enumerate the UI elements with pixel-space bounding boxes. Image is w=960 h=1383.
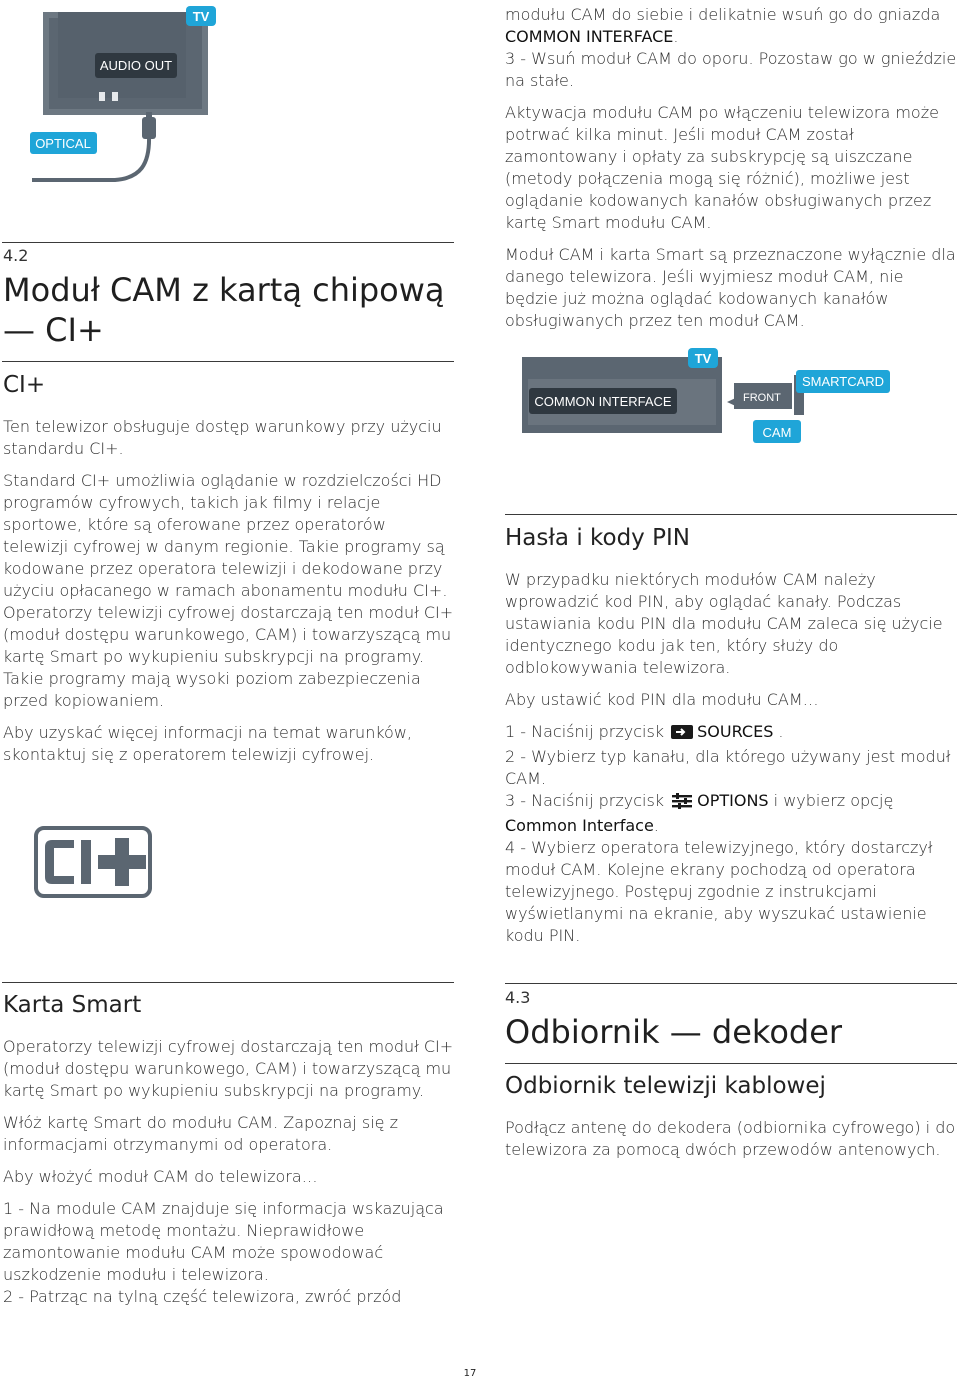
continuation-text-a: modułu CAM do siebie i delikatnie wsuń go do gniazda: [505, 5, 941, 24]
options-icon: [671, 793, 693, 815]
front-label: FRONT: [743, 392, 781, 404]
optical-label: OPTICAL: [35, 136, 91, 151]
hasla-step-4: 4 - Wybierz operatora telewizyjnego, który dostarczył moduł CAM. Kolejne ekrany pochodzą od operatora telewizyjnego. Postępuj zgodnie z instrukcjami wyświetlanymi na ekranie, aby wyszukać ustawienie kodu PIN.: [505, 838, 933, 945]
hasla-section: [505, 523, 957, 947]
section-4-2: [3, 246, 455, 350]
karta-smart-step-1: 1 - Na module CAM znajduje się informacja wskazująca prawidłową metodę montażu. Nieprawidłowe zamontowanie modułu CAM może spowodować uszkodzenie modułu i telewizora.: [3, 1199, 444, 1284]
karta-smart-paragraph-3: Aby włożyć moduł CAM do telewizora…: [3, 1167, 318, 1186]
section-4-3-rule: [505, 983, 957, 984]
sources-icon: [671, 724, 693, 746]
section-4-3: [505, 988, 957, 1052]
continuation-text-b: .: [673, 27, 679, 46]
ci-plus-paragraph-4: Aby uzyskać więcej informacji na temat warunków, skontaktuj się z operatorem telewizji cyfrowej.: [3, 723, 412, 764]
common-interface-slot-name: COMMON INTERFACE: [505, 27, 674, 46]
cam-diagram: [520, 345, 900, 450]
hasla-step-3-a: 3 - Naciśnij przycisk: [505, 791, 670, 810]
karta-smart-section: [3, 990, 455, 1308]
hasla-heading: Hasła i kody PIN: [505, 525, 690, 551]
options-key-label: OPTIONS: [697, 791, 769, 810]
karta-smart-rule: [2, 982, 454, 983]
karta-smart-paragraph-2: Włóż kartę Smart do modułu CAM. Zapoznaj się z informacjami otrzymanymi od operatora.: [3, 1113, 398, 1154]
hasla-paragraph-1: W przypadku niektórych modułów CAM należy wprowadzić kod PIN, aby oglądać kanały. Podczas ustawiania kodu PIN dla modułu CAM zaleca się użycie identycznego kodu jak ten, który służy do odblokowywania telewizora.: [505, 570, 943, 677]
ci-plus-paragraph-1: Ten telewizor obsługuje dostęp warunkowy przy użyciu standardu CI+.: [3, 417, 442, 458]
continuation-text: [505, 4, 957, 48]
hasla-step-1-b: .: [773, 722, 784, 741]
hasla-step-2: 2 - Wybierz typ kanału, dla którego używany jest moduł CAM.: [505, 747, 951, 788]
section-number: 4.3: [505, 988, 531, 1007]
tv-badge-label: TV: [192, 9, 210, 24]
smartcard-tag-label: SMARTCARD: [801, 374, 885, 389]
karta-smart-paragraph-1: Operatorzy telewizji cyfrowej dostarczają ten moduł CI+ (moduł dostępu warunkowego, CAM) i towarzyszącą mu kartę Smart po wykupieniu subskrypcji na programy.: [3, 1037, 454, 1100]
cam-tag-label: CAM: [762, 425, 792, 440]
hasla-step-1-a: 1 - Naciśnij przycisk: [505, 722, 670, 741]
section-title: Odbiornik — dekoder: [505, 1013, 843, 1051]
optical-connector: [142, 117, 156, 139]
ci-plus-rule: [2, 361, 454, 362]
odbiornik-heading: Odbiornik telewizji kablowej: [505, 1073, 826, 1099]
sources-key-label: SOURCES: [697, 722, 774, 741]
odbiornik-section: [505, 1071, 957, 1161]
step-3: 3 - Wsuń moduł CAM do oporu. Pozostaw go w gnieździe na stałe.: [505, 49, 957, 90]
hasla-step-3-c: .: [653, 816, 659, 835]
page-number: 17: [463, 1368, 477, 1379]
ci-plus-paragraph-3: Operatorzy telewizji cyfrowej dostarczają ten moduł CI+ (moduł dostępu warunkowego, CAM) i towarzyszącą mu kartę Smart po wykupieniu subskrypcji na programy. Takie programy mają wysoki poziom zabezpieczenia przed kopiowaniem.: [3, 603, 454, 710]
karta-smart-step-2: 2 - Patrząc na tylną część telewizora, zwróć przód: [3, 1287, 402, 1306]
section-title-line1: Moduł CAM z kartą chipową: [3, 271, 445, 309]
section-number: 4.2: [3, 246, 29, 265]
hasla-rule: [505, 514, 957, 515]
odbiornik-rule: [505, 1063, 957, 1064]
section-4-2-rule: [2, 242, 454, 243]
hasla-step-3: [505, 790, 957, 837]
ci-plus-paragraph-2: Standard CI+ umożliwia oglądanie w rozdzielczości HD programów cyfrowych, takich jak filmy i relacje sportowe, które są oferowane przez operatorów telewizji cyfrowej w danym regionie. Takie programy są kodowane przez operatora telewizji i dekodowane przy użyciu opłacanego w ramach abonamentu modułu CI+.: [3, 471, 448, 600]
odbiornik-paragraph-1: Podłącz antenę do dekodera (odbiornika cyfrowego) i do telewizora za pomocą dwóch przewodów antenowych.: [505, 1118, 956, 1159]
right-top-section: [505, 4, 957, 332]
karta-smart-heading: Karta Smart: [3, 992, 142, 1018]
audio-out-diagram: [20, 0, 230, 205]
ci-plus-section: [3, 370, 455, 766]
tv-badge-label: TV: [694, 351, 712, 366]
common-interface-tag-label: COMMON INTERFACE: [534, 394, 672, 409]
activation-paragraph: Aktywacja modułu CAM po włączeniu telewizora może potrwać kilka minut. Jeśli moduł CAM został zamontowany i opłaty za subskrypcję są uiszczane (metody połączenia mogą się różnić), możliwe jest oglądanie kodowanych kanałów obsługiwanych przez kartę Smart modułu CAM.: [505, 103, 939, 232]
hasla-paragraph-2: Aby ustawić kod PIN dla modułu CAM…: [505, 690, 819, 709]
hasla-step-3-b: i wybierz opcję: [768, 791, 894, 810]
ci-plus-heading: CI+: [3, 372, 46, 398]
audio-out-label: AUDIO OUT: [99, 58, 173, 73]
common-interface-option: Common Interface: [505, 816, 654, 835]
exclusive-paragraph: Moduł CAM i karta Smart są przeznaczone wyłącznie dla danego telewizora. Jeśli wyjmiesz moduł CAM, nie będzie już można oglądać kodowanych kanałów obsługiwanych przez ten moduł CAM.: [505, 245, 956, 330]
section-title-line2: — CI+: [3, 311, 104, 349]
ci-plus-logo: [34, 826, 152, 898]
hasla-step-1: [505, 721, 957, 746]
